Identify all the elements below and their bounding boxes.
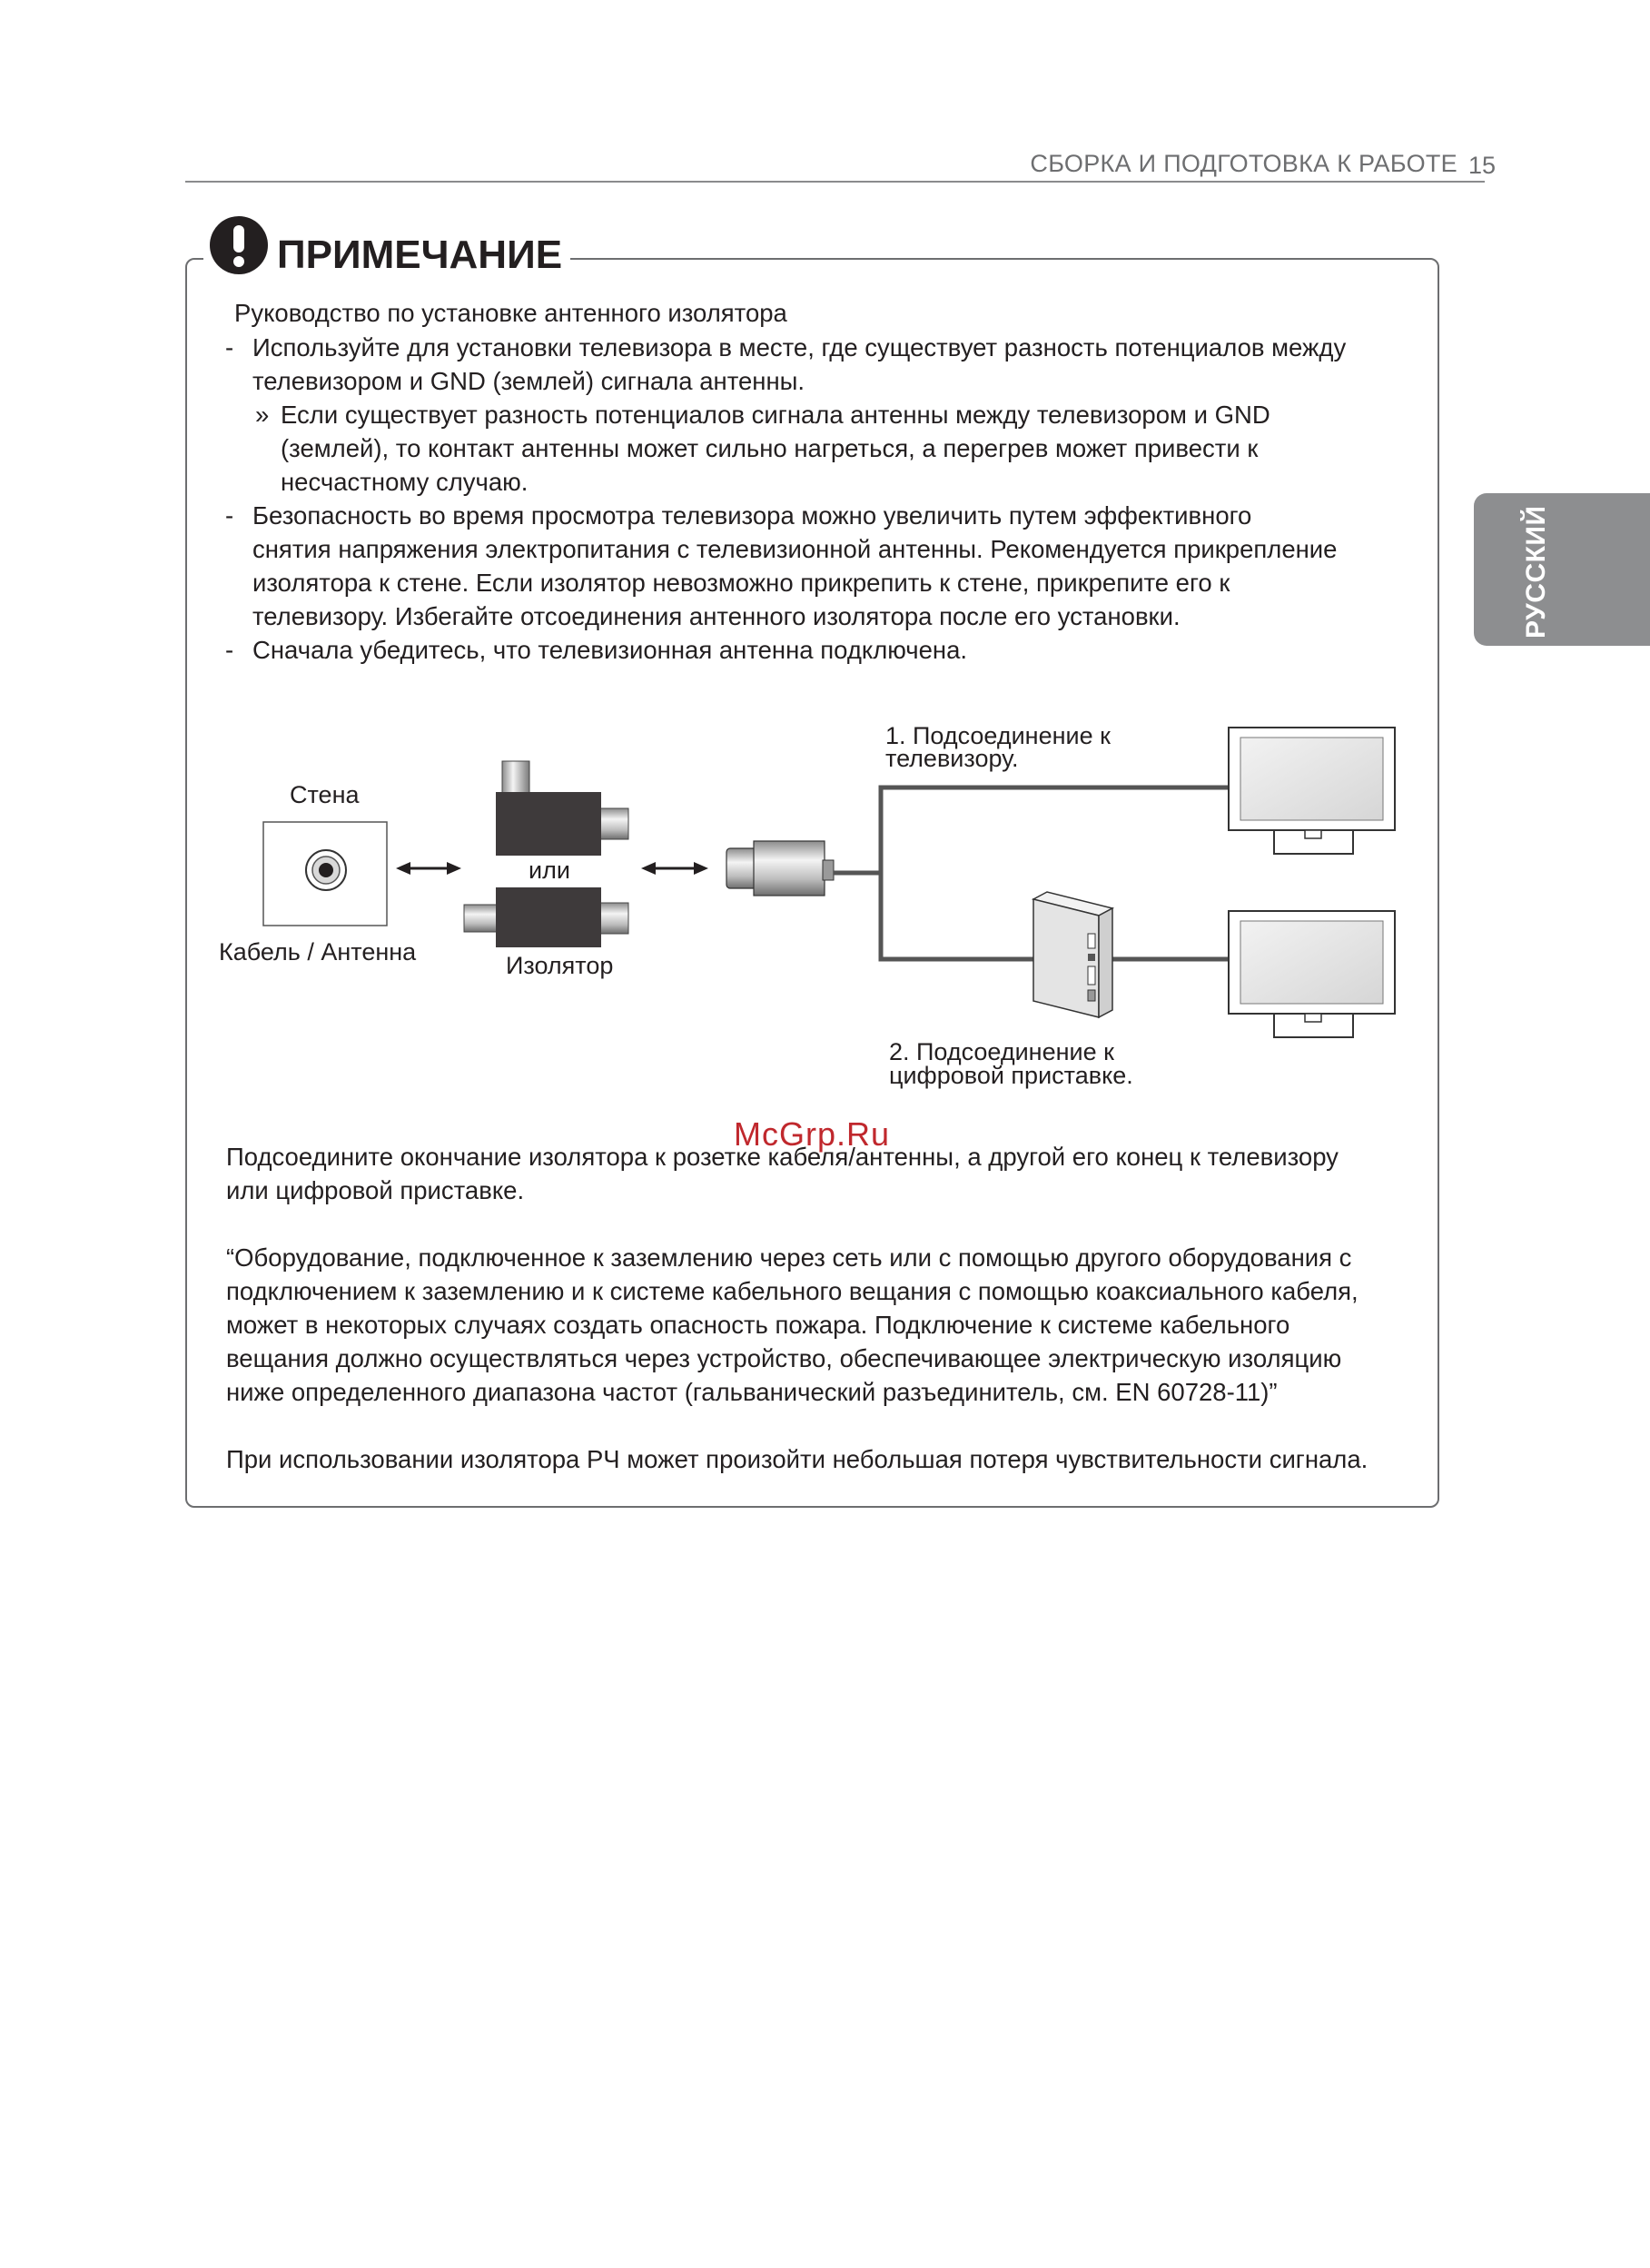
bullet-line: изолятора к стене. Если изолятор невозможно прикрепить к стене, прикрепите его к (252, 569, 1230, 597)
isolator-label: Изолятор (506, 952, 614, 979)
isolator-angled (496, 761, 628, 856)
bullet-line: телевизору. Избегайте отсоединения антенного изолятора после его установки. (252, 602, 1181, 630)
stb-connection-label: 2. Подсоединение к (889, 1038, 1114, 1065)
paragraph-line: Подсоедините окончание изолятора к розетке кабеля/антенны, а другой его конец к телевизору (226, 1143, 1339, 1171)
tv-bottom (1229, 911, 1395, 1037)
bullet-line: несчастному случаю. (281, 468, 529, 496)
note-subtitle: Руководство по установке антенного изолятора (234, 299, 787, 327)
double-arrow-icon (641, 862, 708, 875)
tv-connection-label: 1. Подсоединение к (885, 722, 1111, 749)
isolator-straight (464, 887, 628, 947)
bullet-line: телевизором и GND (землей) сигнала антенны. (252, 367, 805, 395)
bullet-line: Используйте для установки телевизора в месте, где существует разность потенциалов между (252, 333, 1347, 361)
bullet-line: снятия напряжения электропитания с телевизионной антенны. Рекомендуется прикрепление (252, 535, 1338, 563)
or-label: или (529, 857, 570, 884)
language-tab-label: РУССКИЙ (1521, 505, 1551, 639)
tv-top (1229, 728, 1395, 854)
paragraph-line: ниже определенного диапазона частот (гальванический разъединитель, см. EN 60728-11)” (226, 1378, 1278, 1406)
bullet-line: Если существует разность потенциалов сигнала антенны между телевизором и GND (281, 401, 1270, 429)
bullet-line: (землей), то контакт антенны может сильно нагреться, а перегрев может привести к (281, 434, 1259, 462)
double-arrow-icon (396, 862, 461, 875)
paragraph-line: При использовании изолятора РЧ может произойти небольшая потеря чувствительности сигнала. (226, 1445, 1368, 1473)
page-number: 15 (1467, 152, 1496, 179)
coax-plug (726, 841, 881, 896)
stb-connection-label: цифровой приставке. (889, 1062, 1133, 1089)
paragraph-line: вещания должно осуществляться через устройство, обеспечивающее электрическую изоляцию (226, 1344, 1342, 1372)
bullet-marker: - (225, 333, 234, 361)
paragraph-line: или цифровой приставке. (226, 1176, 525, 1204)
bullet-marker: - (225, 501, 234, 530)
paragraph-line: подключением к заземлению и к системе кабельного вещания с помощью коаксиального кабеля, (226, 1277, 1359, 1305)
note-title: ПРИМЕЧАНИЕ (277, 233, 563, 277)
tv-connection-label: телевизору. (885, 745, 1019, 772)
sub-bullet-marker: » (255, 401, 270, 429)
section-title: СБОРКА И ПОДГОТОВКА К РАБОТЕ (1030, 150, 1457, 177)
bullet-marker: - (225, 636, 234, 664)
paragraph-line: может в некоторых случаях создать опасность пожара. Подключение к системе кабельного (226, 1311, 1290, 1339)
watermark: McGrp.Ru (734, 1115, 891, 1153)
set-top-box (1033, 892, 1112, 1017)
bullet-line: Сначала убедитесь, что телевизионная антенна подключена. (252, 636, 968, 664)
bullet-line: Безопасность во время просмотра телевизора можно увеличить путем эффективного (252, 501, 1252, 530)
wall-socket (263, 822, 387, 926)
wall-label: Стена (290, 781, 360, 808)
cable-antenna-label: Кабель / Антенна (219, 938, 417, 966)
paragraph-line: “Оборудование, подключенное к заземлению через сеть или с помощью другого оборудования с (226, 1243, 1352, 1272)
